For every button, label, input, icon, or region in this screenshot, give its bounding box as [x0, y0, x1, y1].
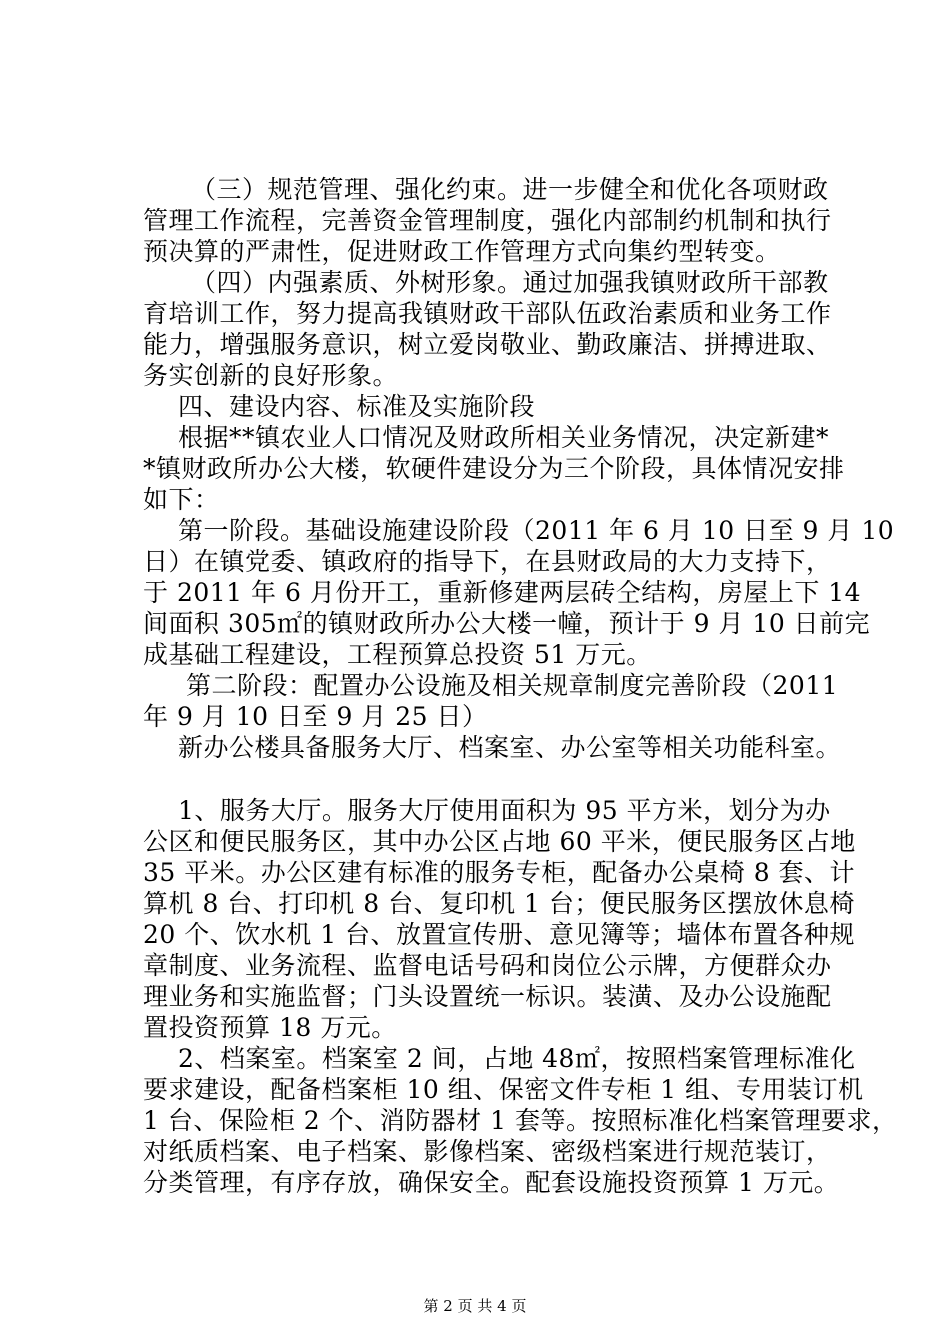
text-line: 公区和便民服务区，其中办公区占地 60 平米，便民服务区占地	[143, 827, 856, 856]
text-line: *镇财政所办公大楼，软硬件建设分为三个阶段，具体情况安排	[143, 454, 845, 483]
text-line: 根据**镇农业人口情况及财政所相关业务情况，决定新建*	[178, 423, 830, 452]
text-line: 成基础工程建设，工程预算总投资 51 万元。	[143, 640, 652, 669]
text-line: 1、服务大厅。服务大厅使用面积为 95 平方米，划分为办	[178, 796, 831, 825]
text-line: 如下：	[143, 485, 220, 514]
text-line: 算机 8 台、打印机 8 台、复印机 1 台；便民服务区摆放休息椅	[143, 889, 855, 918]
text-line: 育培训工作，努力提高我镇财政干部队伍政治素质和业务工作	[143, 299, 832, 328]
text-line: 间面积 305㎡的镇财政所办公大楼一幢，预计于 9 月 10 日前完	[143, 609, 871, 638]
text-line: 理业务和实施监督；门头设置统一标识。装潢、及办公设施配	[143, 982, 832, 1011]
text-line: 务实创新的良好形象。	[143, 361, 399, 390]
text-line: 新办公楼具备服务大厅、档案室、办公室等相关功能科室。	[178, 733, 842, 762]
text-line: 置投资预算 18 万元。	[143, 1013, 397, 1042]
text-line: 日）在镇党委、镇政府的指导下，在县财政局的大力支持下，	[143, 547, 832, 576]
text-line: 第一阶段。基础设施建设阶段（2011 年 6 月 10 日至 9 月 10	[178, 516, 895, 545]
text-line: 管理工作流程，完善资金管理制度，强化内部制约机制和执行	[143, 206, 832, 235]
text-line: 35 平米。办公区建有标准的服务专柜，配备办公桌椅 8 套、计	[143, 858, 856, 887]
text-line: 第二阶段：配置办公设施及相关规章制度完善阶段（2011	[186, 671, 839, 700]
text-line: 对纸质档案、电子档案、影像档案、密级档案进行规范装订，	[143, 1137, 832, 1166]
text-line: 年 9 月 10 日至 9 月 25 日）	[143, 702, 488, 731]
text-line: （三）规范管理、强化约束。进一步健全和优化各项财政	[191, 175, 829, 204]
text-line: 于 2011 年 6 月份开工，重新修建两层砖仝结构，房屋上下 14	[143, 578, 862, 607]
text-line: 2、档案室。档案室 2 间，占地 48㎡，按照档案管理标准化	[178, 1044, 856, 1073]
text-line: 20 个、饮水机 1 台、放置宣传册、意见簿等；墙体布置各种规	[143, 920, 856, 949]
page-footer: 第 2 页 共 4 页	[423, 1297, 527, 1315]
text-line: （四）内强素质、外树形象。通过加强我镇财政所干部教	[191, 268, 829, 297]
text-line: 要求建设，配备档案柜 10 组、保密文件专柜 1 组、专用装订机	[143, 1075, 864, 1104]
text-line: 预决算的严肃性，促进财政工作管理方式向集约型转变。	[143, 237, 781, 266]
text-line: 分类管理，有序存放，确保安全。配套设施投资预算 1 万元。	[143, 1168, 840, 1197]
text-line: 章制度、业务流程、监督电话号码和岗位公示牌，方便群众办	[143, 951, 832, 980]
text-line: 1 台、保险柜 2 个、消防器材 1 套等。按照标准化档案管理要求，	[143, 1106, 898, 1135]
section-heading: 四、建设内容、标准及实施阶段	[178, 392, 536, 421]
text-line: 能力，增强服务意识，树立爱岗敬业、勤政廉洁、拼搏进取、	[143, 330, 832, 359]
